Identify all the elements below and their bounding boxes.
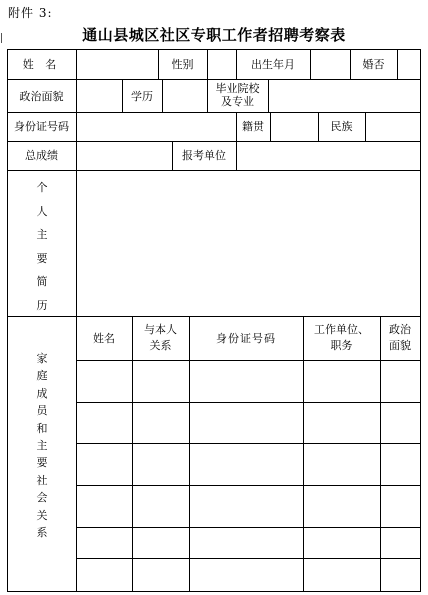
total-score-label: 总成绩: [25, 149, 58, 162]
family-name-header: 姓名: [93, 332, 115, 345]
apply-unit-label: 报考单位: [182, 149, 226, 162]
political-status-label: 政治面貌: [19, 90, 64, 103]
id-number-label: 身份证号码: [14, 120, 69, 133]
graduate-school-label-line1: 毕业院校: [215, 82, 260, 95]
marital-status-label: 婚否: [362, 58, 385, 71]
name-label: 姓 名: [22, 58, 61, 71]
gender-label: 性别: [171, 58, 194, 71]
resume-label: 个 人 主 要 简 历: [36, 181, 48, 312]
family-id-number-header: 身份证号码: [216, 332, 276, 345]
family-relations-label: 家 庭 成 员 和 主 要 社 会 关 系: [36, 352, 48, 540]
attachment-label: 附件 3:: [8, 6, 53, 20]
graduate-school-label: [207, 82, 268, 108]
ethnicity-label: 民族: [330, 120, 353, 133]
family-political-header: 政治 面貌: [389, 323, 411, 352]
family-work-header: 工作单位、 职务: [314, 323, 369, 352]
graduate-school-label-line2: 及专业: [221, 95, 254, 108]
education-label: 学历: [131, 90, 153, 103]
family-relation-header: 与本人 关系: [144, 323, 177, 352]
birth-date-label: 出生年月: [251, 58, 295, 71]
native-place-label: 籍贯: [242, 120, 264, 133]
page-title: 通山县城区社区专职工作者招聘考察表: [82, 26, 346, 44]
